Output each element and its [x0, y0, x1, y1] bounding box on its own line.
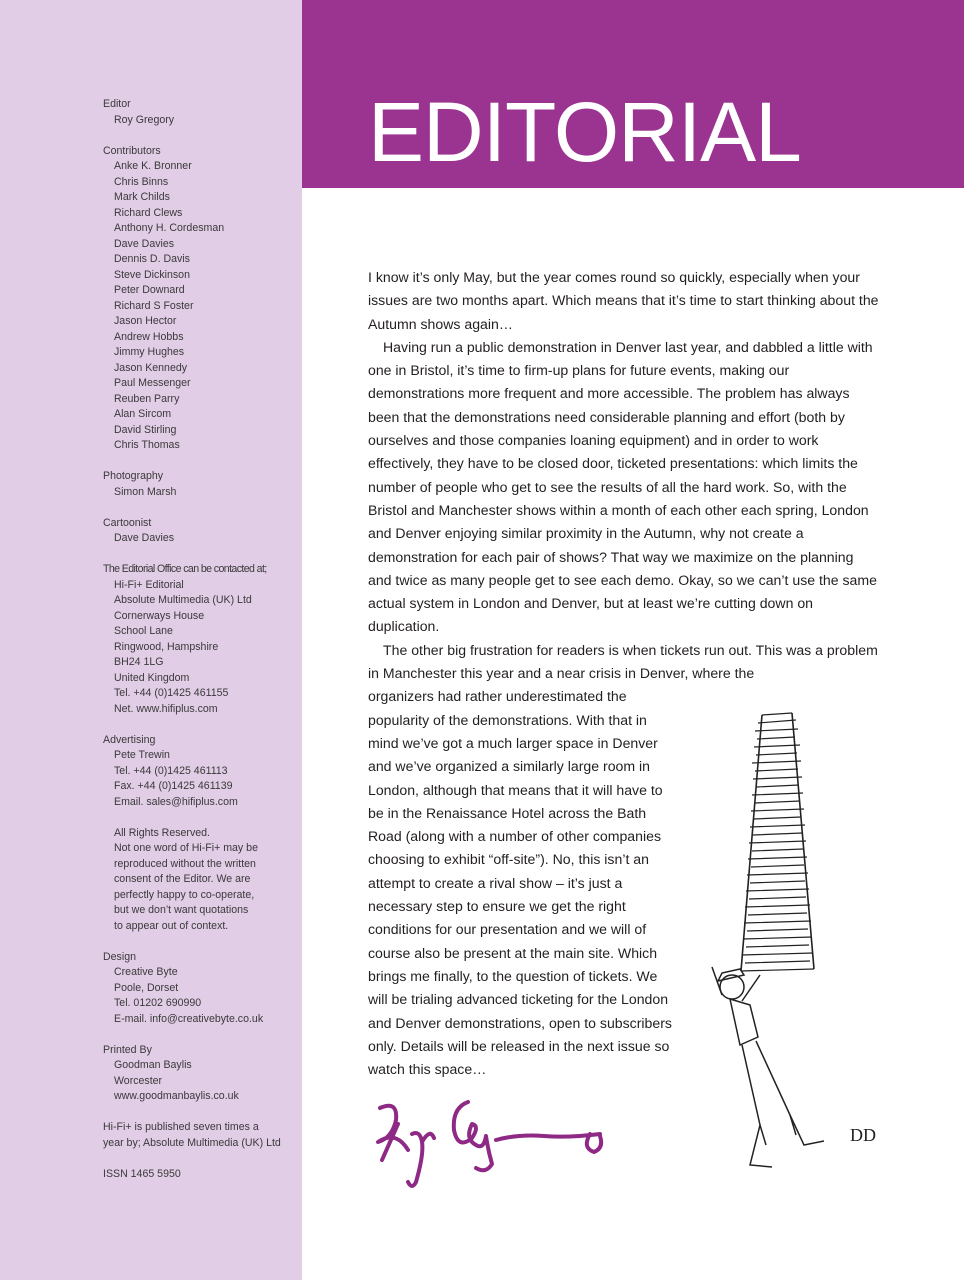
credit-line: Paul Messenger	[114, 377, 191, 389]
credit-line: Not one word of Hi-Fi+ may be	[114, 842, 258, 854]
credit-line: Pete Trewin	[114, 749, 170, 761]
credit-line: perfectly happy to co-operate,	[114, 888, 255, 901]
credit-line: Peter Downard	[114, 284, 185, 296]
credits-column	[103, 97, 298, 1198]
credit-line: Alan Sircom	[114, 408, 172, 420]
paper-stack	[741, 713, 814, 971]
credit-line: Poole, Dorset	[114, 981, 179, 994]
credit-line: Tel. +44 (0)1425 461113	[114, 764, 228, 777]
credit-block-advertising	[103, 733, 298, 811]
credit-line: Anthony H. Cordesman	[114, 222, 225, 234]
credit-line: Mark Childs	[114, 191, 170, 203]
article-paragraph: I know it’s only May, but the year comes round so quickly, especially when your issues are two months apart. Which means that it’s time to start thinking about the Autumn shows again…	[368, 269, 879, 332]
credit-line: Reuben Parry	[114, 392, 180, 405]
credit-line: David Stirling	[114, 423, 177, 436]
credit-line: Creative Byte	[114, 966, 178, 978]
article-paragraph: The other big frustration for readers is when tickets run out. This was a problem in Manchester this year and a near crisis in Denver, where the	[368, 641, 878, 682]
credit-line: to appear out of context.	[114, 919, 229, 932]
credit-line: www.goodmanbaylis.co.uk	[114, 1090, 239, 1102]
credit-line: Worcester	[114, 1074, 163, 1087]
credit-line: Richard Clews	[114, 206, 183, 219]
credit-heading: Printed By	[103, 1043, 152, 1056]
issn-text: ISSN 1465 5950	[103, 1167, 181, 1180]
credit-block-photography	[103, 469, 298, 500]
credit-line: Tel. 01202 690990	[114, 997, 202, 1009]
credit-line: Simon Marsh	[114, 485, 177, 498]
credit-line: Anke K. Bronner	[114, 160, 192, 172]
credit-line: All Rights Reserved.	[114, 826, 210, 839]
credit-block-rights	[103, 826, 298, 935]
header-banner	[302, 0, 964, 188]
carrying-man	[712, 967, 824, 1167]
credit-line: consent of the Editor. We are	[114, 873, 251, 885]
credit-line: Jason Kennedy	[114, 361, 188, 374]
publication-note	[103, 1120, 298, 1151]
cartoon-initials: DD	[850, 1125, 876, 1145]
credit-line: Roy Gregory	[114, 113, 175, 126]
credit-line: but we don’t want quotations	[114, 904, 249, 916]
credit-line: School Lane	[114, 625, 173, 637]
credit-line: Email. sales@hifiplus.com	[114, 795, 238, 808]
article-paragraph: Having run a public demonstration in Denver last year, and dabbled a little with one in Bristol, it’s time to firm-up plans for future events, making our demonstrations more frequent and more accessible. The problem has always been that the demonstrations need considerable planning and effort (both by ourselves and those companies loaning equipment) and in order to work effectively, they have to be closed door, ticketed presentations: which limits the number of people who get to see the results of all the hard work. So, with the Bristol and Manchester shows within a month of each other each spring, London and Denver enjoying similar proximity in the Autumn, why not create a demonstration for each pair of shows? That way we maximize on the planning and twice as many people get to see each demo. Okay, so we can’t use the same actual system in London and Denver, but at least we’re cutting down on duplication.	[368, 338, 877, 635]
credit-line: Cornerways House	[114, 609, 205, 622]
article-paragraph-continued: organizers had rather underestimated the popularity of the demonstrations. With that in mind we’ve got a much larger space in Denver and we’ve organized a similarly large room in London, although that means that it will have to be in the Renaissance Hotel across the Bath Road (along with a number of other companies choosing to exhibit “off-site”). No, this isn’t an attempt to create a rival show – it’s just a necessary step to ensure we get the right conditions for our presentation and we will of course also be present at the main site. Which brings me finally, to the question of tickets. We will be trialing advanced ticketing for the London and Denver demonstrations, open to subscribers only. Details will be released in the next issue so watch this space…	[368, 688, 672, 1078]
credit-block-contributors	[103, 144, 298, 454]
credit-block-editor	[103, 97, 298, 128]
credit-block-printed-by	[103, 1043, 298, 1105]
credit-line: Absolute Multimedia (UK) Ltd	[114, 594, 252, 606]
credit-heading: Contributors	[103, 144, 161, 157]
credit-line: reproduced without the written	[114, 857, 256, 870]
credit-heading: Design	[103, 950, 136, 963]
publication-note-line: Hi-Fi+ is published seven times a	[103, 1121, 259, 1133]
credit-heading: Editor	[103, 98, 131, 110]
page-title: EDITORIAL	[368, 85, 801, 179]
cartoon-illustration	[700, 705, 890, 1195]
credit-line: BH24 1LG	[114, 656, 164, 668]
credit-line: Fax. +44 (0)1425 461139	[114, 780, 233, 792]
credit-line: Andrew Hobbs	[114, 330, 184, 343]
credit-line: Tel. +44 (0)1425 461155	[114, 687, 229, 699]
credit-line: United Kingdom	[114, 671, 190, 684]
credit-heading: Cartoonist	[103, 516, 152, 529]
credit-line: Jason Hector	[114, 315, 177, 327]
credit-heading: Photography	[103, 470, 164, 482]
editor-signature	[368, 1090, 628, 1200]
credit-line: Dennis D. Davis	[114, 253, 190, 265]
credit-line: Steve Dickinson	[114, 268, 190, 281]
credit-line: Chris Binns	[114, 175, 169, 188]
credit-line: Ringwood, Hampshire	[114, 640, 219, 653]
issn	[103, 1167, 298, 1183]
credit-heading: Advertising	[103, 733, 156, 746]
credit-line: Richard S Foster	[114, 299, 194, 312]
publication-note-line: year by; Absolute Multimedia (UK) Ltd	[103, 1136, 281, 1149]
credit-line: Goodman Baylis	[114, 1059, 192, 1071]
sidebar	[0, 0, 302, 1280]
credit-line: Dave Davies	[114, 532, 175, 544]
credit-block-design	[103, 950, 298, 1028]
credit-block-editorial-office	[103, 562, 298, 717]
credit-line: Hi-Fi+ Editorial	[114, 578, 184, 591]
credit-heading: The Editorial Office can be contacted at;	[103, 563, 267, 575]
credit-line: Chris Thomas	[114, 439, 180, 451]
credit-line: E-mail. info@creativebyte.co.uk	[114, 1012, 264, 1025]
credit-line: Jimmy Hughes	[114, 346, 185, 358]
credit-line: Net. www.hifiplus.com	[114, 702, 218, 715]
credit-line: Dave Davies	[114, 237, 175, 250]
credit-block-cartoonist	[103, 516, 298, 547]
